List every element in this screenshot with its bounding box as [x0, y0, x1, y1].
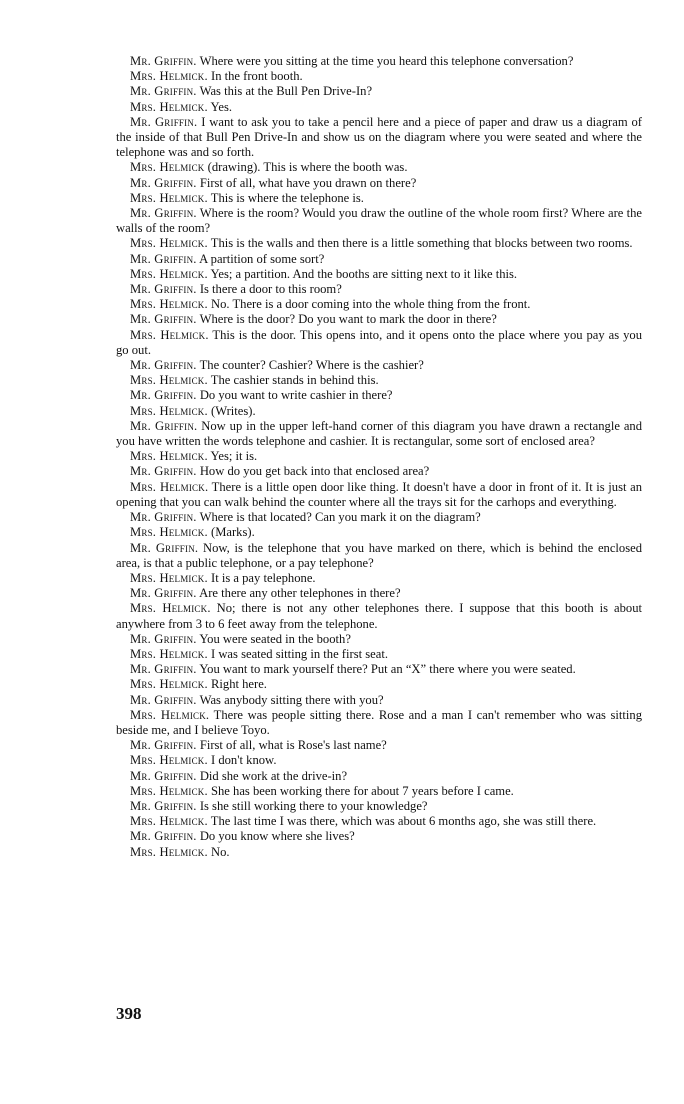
speaker-name: Mrs. Helmick.	[130, 783, 208, 798]
testimony-line	[116, 586, 642, 601]
testimony-text: Where were you sitting at the time you heard this telephone conversation?	[199, 54, 574, 68]
testimony-line	[116, 191, 642, 206]
speaker-name: Mrs. Helmick.	[130, 677, 208, 692]
testimony-text: Right here.	[211, 677, 267, 692]
testimony-line	[116, 647, 642, 662]
testimony-text: The counter? Cashier? Where is the cashier?	[199, 358, 424, 373]
speaker-name: Mr. Griffin.	[130, 540, 199, 555]
speaker-name: Mrs. Helmick.	[130, 403, 208, 418]
speaker-name: Mr. Griffin.	[130, 206, 197, 221]
testimony-line	[116, 829, 642, 844]
testimony-text: Are there any other telephones in there?	[199, 586, 401, 601]
testimony-text: No; there is not any other telephones there. I suppose that this booth is about anywhere from 3 to 6 feet away from the telephone.	[116, 601, 642, 631]
testimony-text: It is a pay telephone.	[211, 570, 316, 585]
testimony-line	[116, 510, 642, 525]
testimony-text: Yes; it is.	[210, 449, 258, 464]
testimony-line	[116, 358, 642, 373]
testimony-line	[116, 784, 642, 799]
testimony-text: Where is that located? Can you mark it on the diagram?	[199, 510, 481, 525]
testimony-line	[116, 738, 642, 753]
testimony-line	[116, 176, 642, 191]
speaker-name: Mr. Griffin.	[130, 251, 197, 266]
testimony-text: There was people sitting there. Rose and a man I can't remember who was sitting beside me, and I believe Toyo.	[116, 707, 643, 737]
speaker-name: Mrs. Helmick.	[130, 814, 208, 829]
testimony-text: Where is the room? Would you draw the outline of the whole room first? Where are the walls of the room?	[116, 206, 643, 236]
testimony-line	[116, 328, 642, 358]
testimony-text: I want to ask you to take a pencil here and a piece of paper and draw us a diagram of the inside of that Bull Pen Drive-In and show us on the diagram where you were seated and where the telephone was and so forth.	[116, 114, 642, 160]
speaker-name: Mr. Griffin.	[130, 768, 197, 783]
testimony-text: This is the walls and then there is a little something that blocks between two rooms.	[210, 236, 633, 251]
speaker-name: Mrs. Helmick.	[130, 69, 208, 84]
testimony-line	[116, 282, 642, 297]
testimony-text: (drawing). This is where the booth was.	[207, 160, 408, 175]
testimony-line	[116, 814, 642, 829]
testimony-line	[116, 297, 642, 312]
testimony-line	[116, 236, 642, 251]
testimony-line	[116, 160, 642, 175]
speaker-name: Mr. Griffin.	[130, 312, 197, 327]
speaker-name: Mrs. Helmick.	[130, 99, 208, 114]
testimony-text: Is she still working there to your knowledge?	[199, 798, 428, 813]
testimony-line	[116, 100, 642, 115]
speaker-name: Mr. Griffin.	[130, 829, 197, 844]
speaker-name: Mr. Griffin.	[130, 631, 197, 646]
page-number: 398	[116, 1004, 142, 1023]
testimony-line	[116, 115, 642, 161]
testimony-line	[116, 525, 642, 540]
testimony-line	[116, 267, 642, 282]
testimony-text: First of all, what is Rose's last name?	[199, 738, 387, 753]
testimony-text: Was this at the Bull Pen Drive-In?	[199, 84, 373, 99]
testimony-text: Do you know where she lives?	[199, 829, 355, 844]
testimony-text: Now up in the upper left-hand corner of this diagram you have drawn a rectangle and you have written the words telephone and cashier. It is rectangular, some sort of enclosed area?	[116, 418, 643, 449]
testimony-text: Do you want to write cashier in there?	[199, 388, 393, 403]
testimony-text: I was seated sitting in the first seat.	[211, 646, 388, 661]
speaker-name: Mr. Griffin.	[130, 388, 197, 403]
testimony-text: There is a little open door like thing. It doesn't have a door in front of it. It is just an opening that you can walk behind the counter where all the trays sit for the carhops and everything.	[116, 479, 642, 509]
speaker-name: Mr. Griffin.	[130, 586, 197, 601]
speaker-name: Mrs. Helmick.	[130, 525, 208, 540]
speaker-name: Mrs. Helmick.	[130, 601, 211, 616]
testimony-line	[116, 388, 642, 403]
speaker-name: Mrs. Helmick.	[130, 707, 210, 722]
testimony-text: No. There is a door coming into the whole thing from the front.	[211, 297, 531, 312]
speaker-name: Mrs. Helmick.	[130, 297, 208, 312]
speaker-name: Mr. Griffin.	[130, 114, 198, 129]
speaker-name: Mr. Griffin.	[130, 798, 197, 813]
testimony-text: She has been working there for about 7 years before I came.	[211, 783, 514, 798]
speaker-name: Mr. Griffin.	[130, 418, 198, 433]
testimony-line	[116, 464, 642, 479]
testimony-line	[116, 693, 642, 708]
transcript-page	[116, 54, 642, 860]
testimony-text: Now, is the telephone that you have marked on there, which is behind the enclosed area, is that a public telephone, or a pay telephone?	[116, 540, 642, 570]
testimony-text: Did she work at the drive-in?	[199, 768, 348, 783]
testimony-text: This is the door. This opens into, and it opens onto the place where you pay as you go out.	[116, 327, 643, 357]
speaker-name: Mr. Griffin.	[130, 738, 197, 753]
testimony-line	[116, 708, 642, 738]
testimony-line	[116, 571, 642, 586]
testimony-line	[116, 312, 642, 327]
speaker-name: Mrs. Helmick.	[130, 449, 208, 464]
testimony-line	[116, 677, 642, 692]
testimony-text: How do you get back into that enclosed area?	[199, 464, 430, 479]
speaker-name: Mrs. Helmick.	[130, 570, 208, 585]
testimony-line	[116, 373, 642, 388]
testimony-line	[116, 845, 642, 860]
testimony-line	[116, 769, 642, 784]
testimony-text: Yes; a partition. And the booths are sitting next to it like this.	[210, 266, 518, 281]
testimony-text: I don't know.	[211, 753, 277, 768]
speaker-name: Mr. Griffin.	[130, 692, 197, 707]
testimony-line	[116, 84, 642, 99]
testimony-line	[116, 69, 642, 84]
speaker-name: Mrs. Helmick.	[130, 190, 208, 205]
testimony-line	[116, 753, 642, 768]
testimony-text: Was anybody sitting there with you?	[199, 692, 384, 707]
testimony-line	[116, 480, 642, 510]
testimony-text: In the front booth.	[211, 69, 303, 84]
speaker-name: Mr. Griffin.	[130, 464, 197, 479]
testimony-text: You were seated in the booth?	[199, 631, 351, 646]
testimony-text: A partition of some sort?	[199, 251, 325, 266]
testimony-line	[116, 419, 642, 449]
speaker-name: Mr. Griffin.	[130, 510, 197, 525]
testimony-text: This is where the telephone is.	[210, 190, 364, 205]
speaker-name: Mr. Griffin.	[130, 54, 197, 68]
testimony-text: The cashier stands in behind this.	[210, 373, 379, 388]
testimony-text: Yes.	[210, 99, 233, 114]
speaker-name: Mr. Griffin.	[130, 84, 197, 99]
testimony-text: No.	[211, 844, 230, 859]
testimony-text: The last time I was there, which was about 6 months ago, she was still there.	[210, 814, 597, 829]
speaker-name: Mrs. Helmick.	[130, 236, 208, 251]
testimony-text: (Writes).	[211, 403, 256, 418]
speaker-name: Mrs. Helmick.	[130, 479, 209, 494]
testimony-text: Where is the door? Do you want to mark the door in there?	[199, 312, 497, 327]
testimony-text: (Marks).	[211, 525, 255, 540]
testimony-text: First of all, what have you drawn on there?	[199, 175, 417, 190]
speaker-name: Mrs. Helmick.	[130, 266, 208, 281]
testimony-line	[116, 799, 642, 814]
speaker-name: Mr. Griffin.	[130, 358, 197, 373]
testimony-line	[116, 662, 642, 677]
testimony-line	[116, 541, 642, 571]
speaker-name: Mr. Griffin.	[130, 282, 197, 297]
testimony-line	[116, 54, 642, 69]
testimony-line	[116, 252, 642, 267]
testimony-line	[116, 601, 642, 631]
speaker-name: Mrs. Helmick	[130, 160, 205, 175]
testimony-line	[116, 206, 642, 236]
testimony-line	[116, 449, 642, 464]
speaker-name: Mrs. Helmick.	[130, 844, 208, 859]
speaker-name: Mrs. Helmick.	[130, 753, 208, 768]
speaker-name: Mr. Griffin.	[130, 662, 197, 677]
testimony-text: Is there a door to this room?	[199, 282, 342, 297]
testimony-line	[116, 632, 642, 647]
speaker-name: Mrs. Helmick.	[130, 646, 208, 661]
testimony-text: You want to mark yourself there? Put an “X” there where you were seated.	[199, 662, 576, 677]
speaker-name: Mr. Griffin.	[130, 175, 197, 190]
speaker-name: Mrs. Helmick.	[130, 373, 208, 388]
speaker-name: Mrs. Helmick.	[130, 327, 209, 342]
testimony-line	[116, 404, 642, 419]
